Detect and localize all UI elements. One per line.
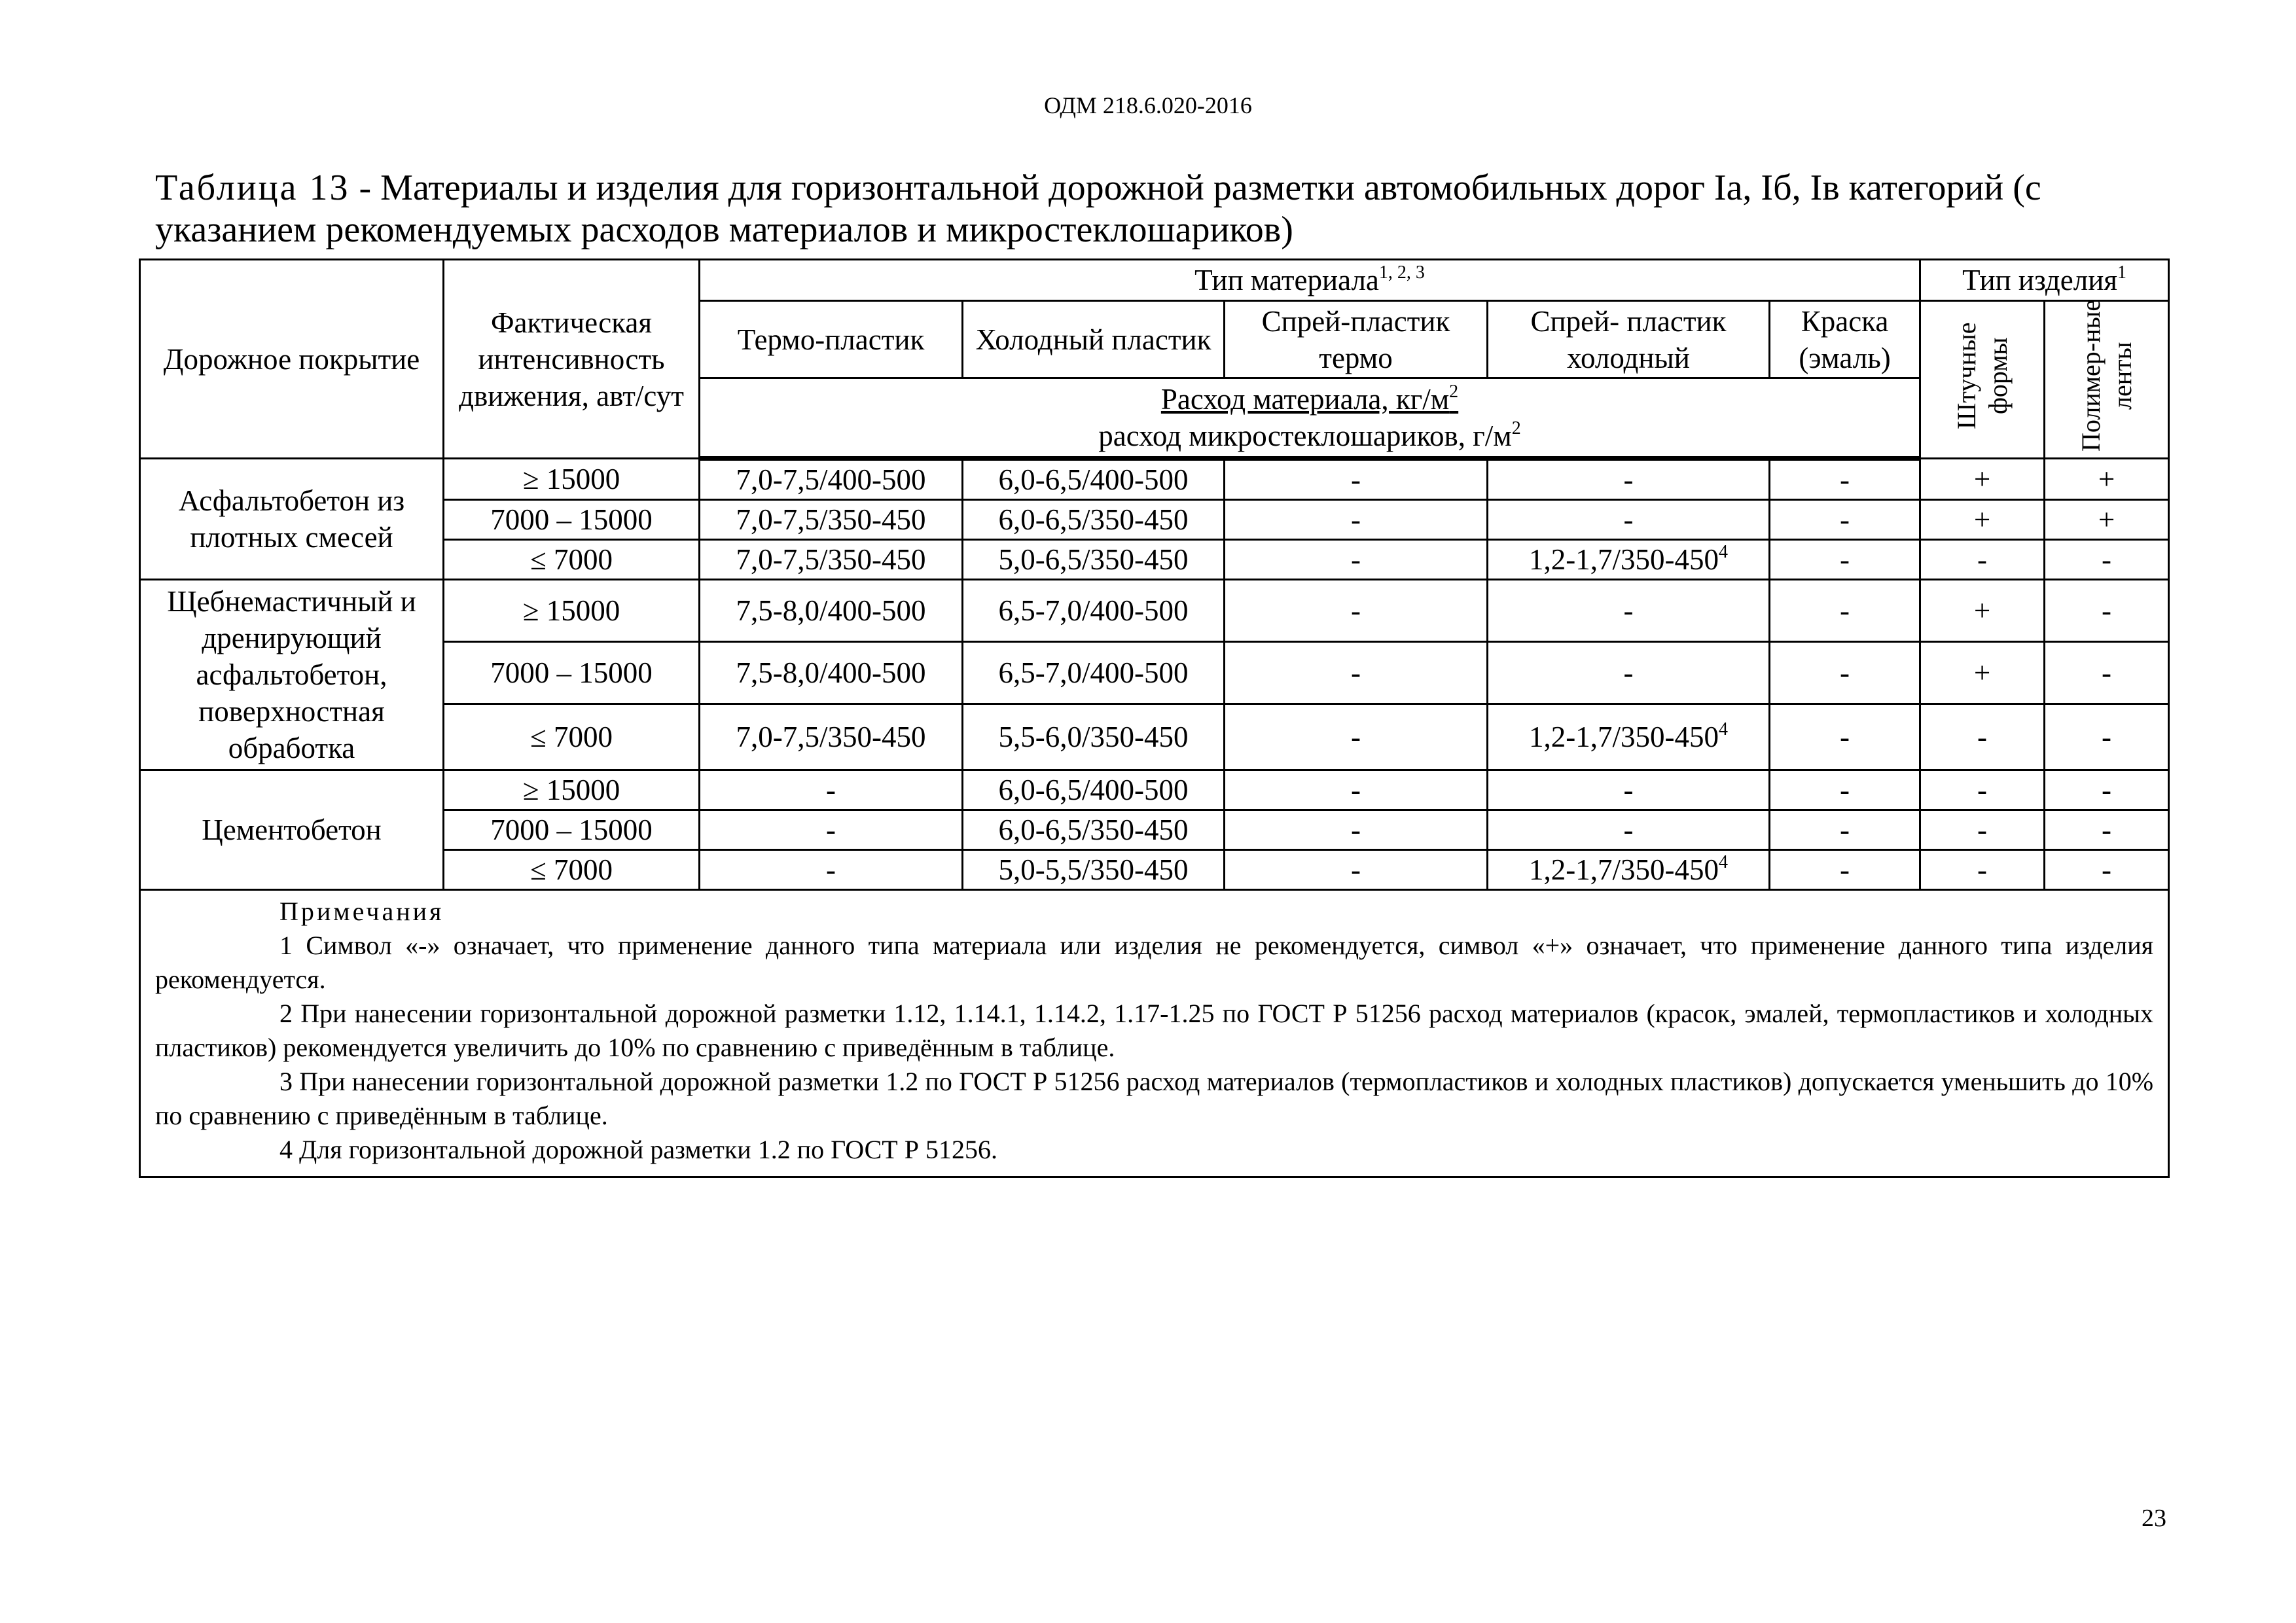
notes-cell: [140, 890, 2169, 1177]
header-spray-cold: Спрей- пластик холодный: [1488, 301, 1770, 378]
pavement-cell: Асфальтобетон из плотных смесей: [140, 459, 444, 580]
table-row: [140, 850, 2169, 890]
note-item: 2 При нанесении горизонтальной дорожной разметки 1.12, 1.14.1, 1.14.2, 1.17-1.25 по ГОСТ Р 51256 расход материалов (красок, эмалей, термопластиков и холодных пластиков) рекомендуется увеличить до 10% по сравнению с приведённым в таблице.: [155, 999, 2154, 1062]
paint-cell: -: [1770, 500, 1920, 540]
spray-thermo-cell: -: [1225, 580, 1488, 642]
paint-cell: -: [1770, 704, 1920, 770]
intensity-cell: ≥ 15000: [444, 580, 700, 642]
thermo-plastic-cell: 7,5-8,0/400-500: [700, 642, 963, 704]
header-product-type: Тип изделия$^1$: [1920, 260, 2169, 301]
spray-cold-cell: $1,2-1,7/350-450^4$: [1488, 704, 1770, 770]
piece-forms-cell: -: [1920, 810, 2045, 850]
materials-table: [139, 259, 2170, 1178]
cold-plastic-cell: 6,5-7,0/400-500: [963, 642, 1225, 704]
table-row: [140, 704, 2169, 770]
cold-plastic-cell: 6,5-7,0/400-500: [963, 580, 1225, 642]
thermo-plastic-cell: 7,5-8,0/400-500: [700, 580, 963, 642]
pavement-cell: Щебнемастичный и дренирующий асфальтобетон, поверхностная обработка: [140, 580, 444, 770]
piece-forms-cell: -: [1920, 770, 2045, 810]
caption-lead: Таблица 13: [155, 168, 350, 208]
spray-thermo-cell: -: [1225, 704, 1488, 770]
intensity-cell: ≤ 7000: [444, 850, 700, 890]
header-piece-forms: Штучные формы: [1920, 301, 2045, 459]
spray-thermo-cell: -: [1225, 850, 1488, 890]
note-item: 3 При нанесении горизонтальной дорожной разметки 1.2 по ГОСТ Р 51256 расход материалов (термопластиков и холодных пластиков) допускается уменьшить до 10% по сравнению с приведённым в таблице.: [155, 1067, 2154, 1130]
paint-cell: -: [1770, 810, 1920, 850]
thermo-plastic-cell: 7,0-7,5/350-450: [700, 540, 963, 580]
spray-cold-cell: -: [1488, 642, 1770, 704]
cold-plastic-cell: 6,0-6,5/400-500: [963, 770, 1225, 810]
cold-plastic-cell: 6,0-6,5/350-450: [963, 500, 1225, 540]
header-row-1: [140, 260, 2169, 301]
paint-cell: -: [1770, 580, 1920, 642]
piece-forms-cell: +: [1920, 500, 2045, 540]
spray-cold-cell: -: [1488, 500, 1770, 540]
thermo-plastic-cell: -: [700, 810, 963, 850]
table-row: [140, 770, 2169, 810]
cold-plastic-cell: 5,0-6,5/350-450: [963, 540, 1225, 580]
thermo-plastic-cell: 7,0-7,5/400-500: [700, 459, 963, 500]
spray-thermo-cell: -: [1225, 642, 1488, 704]
intensity-cell: 7000 – 15000: [444, 810, 700, 850]
spray-thermo-cell: -: [1225, 500, 1488, 540]
piece-forms-cell: -: [1920, 704, 2045, 770]
notes-title: Примечания: [279, 897, 444, 926]
piece-forms-cell: +: [1920, 642, 2045, 704]
spray-cold-cell: $1,2-1,7/350-450^4$: [1488, 540, 1770, 580]
polymer-tapes-cell: -: [2045, 540, 2169, 580]
spray-thermo-cell: -: [1225, 459, 1488, 500]
spray-cold-cell: -: [1488, 770, 1770, 810]
table-row: [140, 500, 2169, 540]
intensity-cell: ≥ 15000: [444, 770, 700, 810]
polymer-tapes-cell: -: [2045, 770, 2169, 810]
thermo-plastic-cell: -: [700, 770, 963, 810]
spray-thermo-cell: -: [1225, 810, 1488, 850]
table-row: [140, 642, 2169, 704]
intensity-cell: ≥ 15000: [444, 459, 700, 500]
table-body: [140, 459, 2169, 890]
paint-cell: -: [1770, 459, 1920, 500]
intensity-cell: 7000 – 15000: [444, 500, 700, 540]
header-cold-plastic: Холодный пластик: [963, 301, 1225, 378]
cold-plastic-cell: 6,0-6,5/400-500: [963, 459, 1225, 500]
page-number: 23: [2142, 1505, 2166, 1532]
header-material-type: Тип материала$^{1, 2, 3}$: [700, 260, 1920, 301]
header-intensity: Фактическая интенсивность движения, авт/сут: [444, 260, 700, 459]
polymer-tapes-cell: -: [2045, 704, 2169, 770]
note-item: 4 Для горизонтальной дорожной разметки 1.2 по ГОСТ Р 51256.: [279, 1135, 997, 1164]
header-paint: Краска (эмаль): [1770, 301, 1920, 378]
caption-text: - Материалы и изделия для горизонтальной дорожной разметки автомобильных дорог Iа, Iб, Iв категорий (с указанием рекомендуемых расходов материалов и микростеклошариков): [155, 168, 2041, 250]
thermo-plastic-cell: 7,0-7,5/350-450: [700, 704, 963, 770]
header-polymer-tapes: Полимер-ные ленты: [2045, 301, 2169, 459]
thermo-plastic-cell: 7,0-7,5/350-450: [700, 500, 963, 540]
piece-forms-cell: +: [1920, 580, 2045, 642]
table-caption: [155, 167, 2171, 251]
thermo-plastic-cell: -: [700, 850, 963, 890]
spray-cold-cell: -: [1488, 810, 1770, 850]
paint-cell: -: [1770, 642, 1920, 704]
polymer-tapes-cell: -: [2045, 580, 2169, 642]
piece-forms-cell: -: [1920, 850, 2045, 890]
header-thermo-plastic: Термо-пластик: [700, 301, 963, 378]
cold-plastic-cell: 5,5-6,0/350-450: [963, 704, 1225, 770]
piece-forms-cell: -: [1920, 540, 2045, 580]
intensity-cell: 7000 – 15000: [444, 642, 700, 704]
table-row: [140, 810, 2169, 850]
polymer-tapes-cell: -: [2045, 810, 2169, 850]
spray-thermo-cell: -: [1225, 540, 1488, 580]
paint-cell: -: [1770, 770, 1920, 810]
polymer-tapes-cell: +: [2045, 500, 2169, 540]
header-pavement: Дорожное покрытие: [140, 260, 444, 459]
piece-forms-cell: +: [1920, 459, 2045, 500]
cold-plastic-cell: 5,0-5,5/350-450: [963, 850, 1225, 890]
notes-row: [140, 890, 2169, 1177]
header-consumption: Расход материала, $кг/м^2$ расход микростеклошариков, $г/м^2$: [700, 378, 1920, 459]
spray-cold-cell: -: [1488, 580, 1770, 642]
table-row: [140, 580, 2169, 642]
cold-plastic-cell: 6,0-6,5/350-450: [963, 810, 1225, 850]
intensity-cell: ≤ 7000: [444, 540, 700, 580]
spray-cold-cell: -: [1488, 459, 1770, 500]
polymer-tapes-cell: -: [2045, 850, 2169, 890]
paint-cell: -: [1770, 540, 1920, 580]
polymer-tapes-cell: -: [2045, 642, 2169, 704]
note-item: 1 Символ «-» означает, что применение данного типа материала или изделия не рекомендуется, символ «+» означает, что применение данного типа изделия рекомендуется.: [155, 931, 2154, 994]
polymer-tapes-cell: +: [2045, 459, 2169, 500]
document-code: ОДМ 218.6.020-2016: [1044, 92, 1252, 118]
table-row: [140, 540, 2169, 580]
spray-cold-cell: $1,2-1,7/350-450^4$: [1488, 850, 1770, 890]
intensity-cell: ≤ 7000: [444, 704, 700, 770]
pavement-cell: Цементобетон: [140, 770, 444, 890]
spray-thermo-cell: -: [1225, 770, 1488, 810]
table-row: [140, 459, 2169, 500]
header-spray-thermo: Спрей-пластик термо: [1225, 301, 1488, 378]
paint-cell: -: [1770, 850, 1920, 890]
